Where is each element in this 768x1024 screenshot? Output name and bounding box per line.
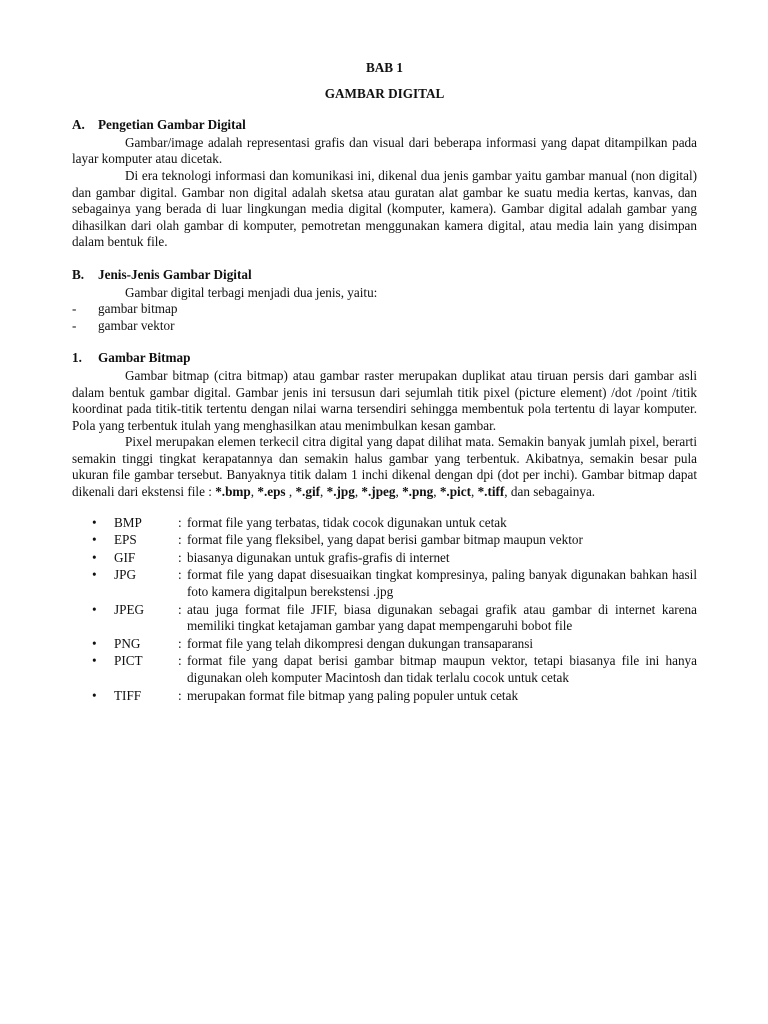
format-colon: : bbox=[178, 514, 182, 530]
bullet-icon: • bbox=[92, 549, 97, 565]
format-name: TIFF bbox=[114, 687, 142, 703]
format-row bbox=[72, 653, 697, 686]
section-1-title: Gambar Bitmap bbox=[98, 350, 191, 366]
bullet-icon: • bbox=[92, 687, 97, 703]
list-item-text: gambar vektor bbox=[98, 317, 175, 333]
format-name: JPEG bbox=[114, 601, 145, 617]
list-item bbox=[72, 301, 697, 318]
chapter-label: BAB 1 bbox=[365, 60, 403, 75]
paragraph-tail: , dan sebagainya. bbox=[504, 484, 596, 500]
list-item bbox=[72, 318, 697, 335]
extension-jpg: *.jpg bbox=[326, 484, 355, 500]
section-a-title: Pengetian Gambar Digital bbox=[98, 117, 246, 133]
format-description: biasanya digunakan untuk grafis-grafis di internet bbox=[187, 549, 450, 565]
format-row bbox=[72, 688, 697, 705]
section-a-paragraph-1: Gambar/image adalah representasi grafis dan visual dari beberapa informasi yang dapat ditampilkan pada layar komputer atau dicetak. bbox=[72, 134, 697, 167]
extension-jpeg: *.jpeg bbox=[361, 484, 396, 500]
separator: , bbox=[354, 484, 362, 500]
bullet-icon: • bbox=[92, 635, 97, 651]
section-b-heading bbox=[72, 267, 697, 284]
format-name: BMP bbox=[114, 514, 142, 530]
format-description: format file yang terbatas, tidak cocok digunakan untuk cetak bbox=[187, 514, 507, 530]
format-row bbox=[72, 602, 697, 635]
format-description: merupakan format file bitmap yang paling populer untuk cetak bbox=[187, 687, 519, 703]
format-row bbox=[72, 550, 697, 567]
format-description: format file yang fleksibel, yang dapat berisi gambar bitmap maupun vektor bbox=[187, 532, 583, 548]
format-description: atau juga format file JFIF, biasa digunakan sebagai grafik atau gambar di internet karena memiliki tingkat ketajaman gambar yang dapat mempengaruhi bobot file bbox=[187, 601, 697, 634]
chapter-title: GAMBAR DIGITAL bbox=[324, 85, 445, 101]
section-a-number: A. bbox=[72, 117, 85, 133]
separator: , bbox=[470, 484, 478, 500]
list-item-text: gambar bitmap bbox=[98, 301, 178, 317]
bullet-icon: • bbox=[92, 567, 97, 583]
format-description: format file yang telah dikompresi dengan dukungan transaparansi bbox=[187, 635, 534, 651]
section-b-intro: Gambar digital terbagi menjadi dua jenis, yaitu: bbox=[125, 284, 378, 300]
extension-bmp: *.bmp bbox=[215, 484, 251, 500]
bullet-icon: • bbox=[92, 514, 97, 530]
separator: , bbox=[320, 484, 327, 500]
extension-eps: *.eps bbox=[257, 484, 286, 500]
format-description: format file yang dapat berisi gambar bitmap maupun vektor, tetapi biasanya file ini hanya digunakan oleh komputer Macintosh dan tidak terlalu cocok untuk cetak bbox=[187, 653, 697, 685]
format-row bbox=[72, 515, 697, 532]
format-list bbox=[72, 515, 697, 705]
format-name: GIF bbox=[114, 549, 136, 565]
separator: , bbox=[285, 484, 296, 500]
dash-marker: - bbox=[72, 301, 77, 317]
format-row bbox=[72, 567, 697, 600]
format-colon: : bbox=[178, 653, 182, 669]
section-1-paragraph-1: Gambar bitmap (citra bitmap) atau gambar raster merupakan duplikat atau tiruan persis dari gambar asli dalam bentuk gambar digital. Gambar jenis ini tersusun dari sejumlah titik pixel (picture element) /dot /point /titik koordinat pada titik-titik tertentu dengan nilai warna tersendiri sehingga membentuk pola tertentu di layar komputer. Pola yang terbentuk itulah yang menghasilkan atau menimbulkan kesan gambar. bbox=[72, 367, 697, 433]
separator: , bbox=[395, 484, 403, 500]
bullet-icon: • bbox=[92, 653, 97, 669]
extension-pict: *.pict bbox=[439, 484, 471, 500]
section-b-number: B. bbox=[72, 266, 85, 282]
format-name: PICT bbox=[114, 653, 143, 669]
format-colon: : bbox=[178, 549, 182, 565]
bullet-icon: • bbox=[92, 601, 97, 617]
bullet-icon: • bbox=[92, 532, 97, 548]
document-page bbox=[72, 60, 697, 705]
extension-png: *.png bbox=[402, 484, 434, 500]
section-a-heading bbox=[72, 117, 697, 134]
format-description: format file yang dapat disesuaikan tingkat kompresinya, paling banyak digunakan bahkan hasil foto kamera digitalpun berekstensi .jpg bbox=[187, 567, 697, 600]
format-row bbox=[72, 636, 697, 653]
section-a-paragraph-2: Di era teknologi informasi dan komunikasi ini, dikenal dua jenis gambar yaitu gambar manual (non digital) dan gambar digital. Gambar non digital adalah sketsa atau guratan alat gambar ke suatu media kertas, kanvas, dan sebagainya yang berada di luar lingkungan media digital (komputer, kamera). Gambar digital adalah gambar yang dihasilkan dari olah gambar di komputer, pemotretan menggunakan kamera digital, atau media lain yang disimpan dalam bentuk file. bbox=[72, 167, 697, 250]
section-1-heading bbox=[72, 350, 697, 367]
separator: , bbox=[433, 484, 440, 500]
section-1-number: 1. bbox=[72, 350, 82, 366]
format-row bbox=[72, 532, 697, 549]
section-1-paragraph-2 bbox=[72, 434, 697, 500]
separator: , bbox=[250, 484, 258, 500]
format-colon: : bbox=[178, 567, 182, 583]
format-name: PNG bbox=[114, 635, 141, 651]
format-colon: : bbox=[178, 635, 182, 651]
format-colon: : bbox=[178, 532, 182, 548]
format-name: JPG bbox=[114, 567, 136, 583]
extension-tiff: *.tiff bbox=[477, 484, 505, 500]
dash-marker: - bbox=[72, 317, 77, 333]
format-colon: : bbox=[178, 687, 182, 703]
extension-gif: *.gif bbox=[295, 484, 320, 500]
paragraph-text: Pixel merupakan elemen terkecil citra digital yang dapat dilihat mata. Semakin banyak jumlah pixel, berarti semakin tinggi tingkat kerapatannya dan semakin halus gambar yang terbentuk. Akibatnya, semakin besar pula ukuran file gambar tersebut. Banyaknya titik dalam 1 inchi dikenal dengan dpi (dot per inchi). Gambar bitmap dapat dikenali dari ekstensi file : bbox=[72, 434, 697, 500]
section-b-title: Jenis-Jenis Gambar Digital bbox=[98, 266, 252, 282]
format-colon: : bbox=[178, 601, 182, 617]
format-name: EPS bbox=[114, 532, 137, 548]
